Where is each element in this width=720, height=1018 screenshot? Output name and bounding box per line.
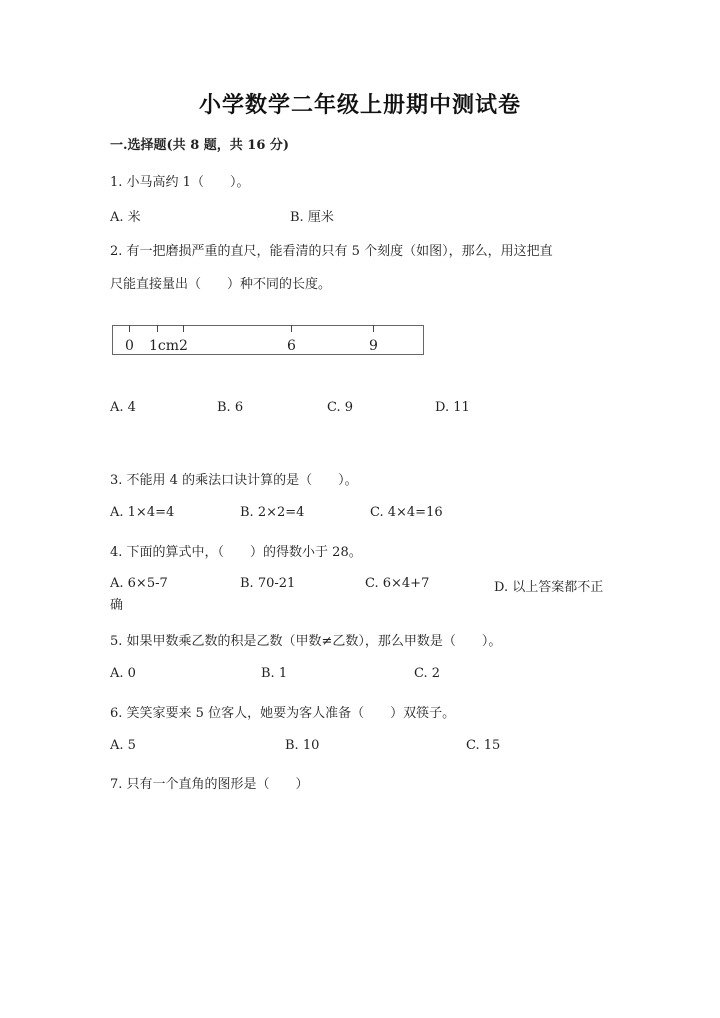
q4-option-d-wrap: 确 — [110, 598, 124, 613]
q2-option-b[interactable]: B. 6 — [217, 400, 244, 415]
ruler-figure — [112, 325, 424, 355]
question-2-line-2: 尺能直接量出（ ）种不同的长度。 — [110, 277, 332, 292]
q4-option-c[interactable]: C. 6×4+7 — [365, 576, 430, 591]
ruler-label-2: 2 — [179, 338, 188, 354]
q2-option-d[interactable]: D. 11 — [435, 400, 470, 415]
q5-option-a[interactable]: A. 0 — [110, 666, 136, 681]
question-4: 4. 下面的算式中，（ ）的得数小于 28。 — [110, 545, 362, 560]
q1-option-a[interactable]: A. 米 — [110, 210, 141, 225]
q6-option-a[interactable]: A. 5 — [110, 738, 136, 753]
question-7: 7. 只有一个直角的图形是（ ） — [110, 777, 309, 792]
ruler-tick-9 — [373, 325, 374, 332]
ruler-tick-0 — [129, 325, 130, 332]
q1-option-b[interactable]: B. 厘米 — [290, 210, 334, 225]
q4-option-d[interactable]: D. 以上答案都不正 — [494, 580, 604, 595]
q2-option-c[interactable]: C. 9 — [327, 400, 354, 415]
question-5: 5. 如果甲数乘乙数的积是乙数（甲数≠乙数），那么甲数是（ ）。 — [110, 634, 502, 649]
ruler-label-9: 9 — [369, 338, 378, 354]
ruler-label-6: 6 — [287, 338, 296, 354]
q5-option-b[interactable]: B. 1 — [261, 666, 288, 681]
q4-option-a[interactable]: A. 6×5-7 — [110, 576, 168, 591]
ruler-label-1cm: 1cm — [149, 338, 180, 354]
ruler-tick-6 — [291, 325, 292, 332]
question-3: 3. 不能用 4 的乘法口诀计算的是（ ）。 — [110, 473, 358, 488]
q6-option-c[interactable]: C. 15 — [466, 738, 501, 753]
page-title: 小学数学二年级上册期中测试卷 — [198, 92, 521, 118]
ruler-label-0: 0 — [125, 338, 134, 354]
q3-option-a[interactable]: A. 1×4=4 — [110, 505, 175, 520]
q5-option-c[interactable]: C. 2 — [414, 666, 441, 681]
q6-option-b[interactable]: B. 10 — [285, 738, 320, 753]
section-heading: 一.选择题(共 8 题，共 16 分) — [110, 138, 290, 153]
ruler-tick-1 — [157, 325, 158, 332]
q4-option-b[interactable]: B. 70-21 — [240, 576, 296, 591]
q3-option-b[interactable]: B. 2×2=4 — [240, 505, 305, 520]
question-1: 1. 小马高约 1（ ）。 — [110, 175, 250, 190]
q2-option-a[interactable]: A. 4 — [110, 400, 136, 415]
q3-option-c[interactable]: C. 4×4=16 — [370, 505, 443, 520]
ruler-tick-2 — [183, 325, 184, 332]
question-2-line-1: 2. 有一把磨损严重的直尺，能看清的只有 5 个刻度（如图），那么，用这把直 — [110, 244, 553, 259]
question-6: 6. 笑笑家要来 5 位客人，她要为客人准备（ ）双筷子。 — [110, 706, 456, 721]
